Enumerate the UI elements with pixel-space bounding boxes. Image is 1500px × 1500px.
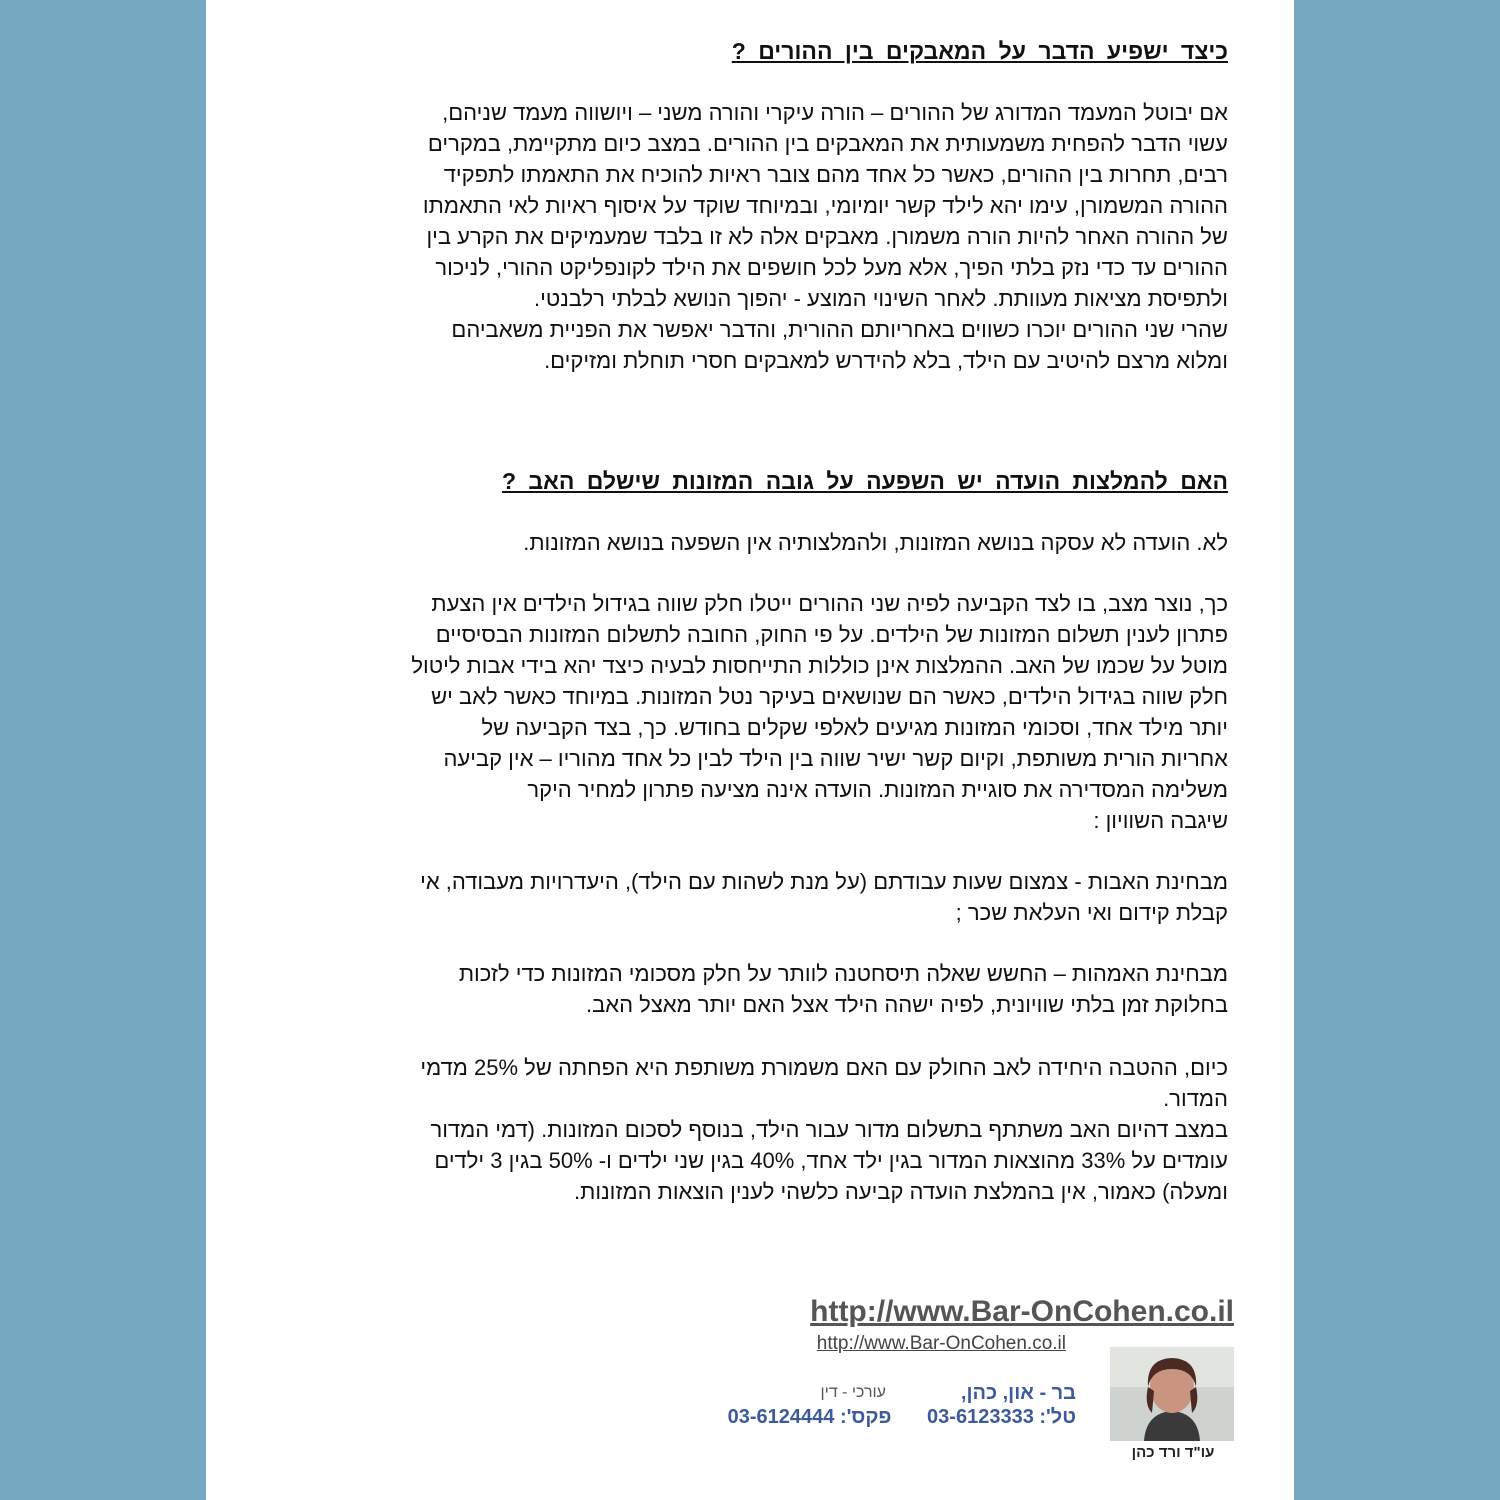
firm-name: בר - און, כהן, [960,1382,1076,1404]
website-link-small[interactable]: http://www.Bar-OnCohen.co.il [816,1333,1066,1354]
section2-heading: האם להמלצות הועדה יש השפעה על גובה המזונות שישלם האב ? [501,468,1228,494]
text-line: כיום, ההטבה היחידה לאב החולק עם האם משמורת משותפת היא הפחתה של 25% מדמי [420,1055,1228,1080]
portrait-icon [1110,1347,1234,1441]
text-line: ההורים עד כדי נזק בלתי הפיך, אלא מעל לכל חושפים את הילד לקונפליקט ההורי, לניכור [435,255,1228,280]
text-line: משלימה המסדירה את סוגיית המזונות. הועדה אינה מציעה פתרון למחיר היקר [527,777,1228,802]
fax-number: פקס': 03-6124444 [727,1406,892,1428]
text-line: ההורה המשמורן, עימו יהא לילד קשר יומיומי, ובמיוחד שוקד על איסוף ראיות לאי התאמתו [422,193,1228,218]
section1-heading: כיצד ישפיע הדבר על המאבקים בין ההורים ? [731,38,1228,64]
document-page [206,0,1294,1500]
section2-paragraph-4 [293,1052,1228,1207]
text-line: מבחינת האבות - צמצום שעות עבודתם (על מנת לשהות עם הילד), היעדרויות מעבודה, אי [420,869,1228,894]
text-line: בחלוקת זמן בלתי שוויונית, לפיה ישהה הילד אצל האם יותר מאצל האב. [586,992,1228,1017]
section2-paragraph-1 [293,588,1228,836]
text-line: אם יבוטל המעמד המדורג של ההורים – הורה עיקרי והורה משני – ויושווה מעמד שניהם, [442,100,1228,125]
text-line: קבלת קידום ואי העלאת שכר ; [955,900,1228,925]
section2-answer [293,527,1228,558]
text-line: מבחינת האמהות – החשש שאלה תיסחטנה לוותר על חלק מסכומי המזונות כדי לזכות [458,961,1228,986]
text-line: כך, נוצר מצב, בו לצד הקביעה לפיה שני ההורים ייטלו חלק שווה בגידול הילדים אין הצעת [431,591,1228,616]
phone-number: טל': 03-6123333 [927,1406,1076,1428]
text-line: מוטל על שכמו של האב. ההמלצות אינן כוללות התייחסות לבעיה כיצד יהא בידי אבות ליטול [411,653,1228,678]
text-line: המדור. [1163,1086,1228,1111]
text-line: לא. הועדה לא עסקה בנושא המזונות, ולהמלצותיה אין השפעה בנושא המזונות. [523,530,1228,555]
text-line: שיגבה השוויון : [1093,808,1228,833]
text-line: של ההורה האחר להיות הורה משמורן. מאבקים אלה לא זו בלבד שמעמיקים את הקרע בין [426,224,1228,249]
text-line: ולתפיסת מציאות מעוותת. לאחר השינוי המוצע - יהפוך הנושא לבלתי רלבנטי. [534,286,1228,311]
text-line: עומדים על 33% מהוצאות המדור בגין ילד אחד, 40% בגין שני ילדים ו- 50% בגין 3 ילדים [434,1148,1228,1173]
text-line: שהרי שני ההורים יוכרו כשווים באחריותם ההורית, והדבר יאפשר את הפניית משאביהם [451,317,1228,342]
text-line: רבים, תחרות בין ההורים, כאשר כל אחד מהם צובר ראיות להוכיח את התאמתו לתפקיד [443,162,1228,187]
section2-paragraph-2 [293,866,1228,928]
section2-paragraph-3 [293,958,1228,1020]
lawyer-portrait-photo [1110,1347,1234,1441]
section1-paragraph [293,97,1228,376]
contact-numbers [698,1406,1076,1429]
website-link-large[interactable]: http://www.Bar-OnCohen.co.il [810,1295,1234,1328]
text-line: יותר מילד אחד, וסכומי המזונות מגיעים לאלפי שקלים בחודש. כך, בצד הקביעה של [481,715,1228,740]
photo-caption: עו"ד ורד כהן [1131,1444,1215,1461]
text-line: עשוי הדבר להפחית משמעותית את המאבקים בין ההורים. במצב כיום מתקיימת, במקרים [427,131,1228,156]
text-line: אחריות הורית משותפת, וקיום קשר ישיר שווה בין הילד לבין כל אחד מהוריו – אין קביעה [443,746,1228,771]
text-line: פתרון לענין תשלום המזונות של הילדים. על פי החוק, החובה לתשלום המזונות הבסיסיים [435,622,1228,647]
text-line: ומעלה) כאמור, אין בהמלצת הועדה קביעה כלשהי לענין הוצאות המזונות. [574,1179,1228,1204]
text-line: ומלוא מרצם להיטיב עם הילד, בלא להידרש למאבקים חסרי תוחלת ומזיקים. [544,348,1228,373]
text-line: חלק שווה בגידול הילדים, כאשר הם שנושאים בעיקר נטל המזונות. במיוחד כאשר לאב יש [431,684,1228,709]
text-line: במצב דהיום האב משתתף בתשלום מדור עבור הילד, בנוסף לסכום המזונות. (דמי המדור [430,1117,1228,1142]
firm-title: עורכי - דין [820,1384,886,1401]
